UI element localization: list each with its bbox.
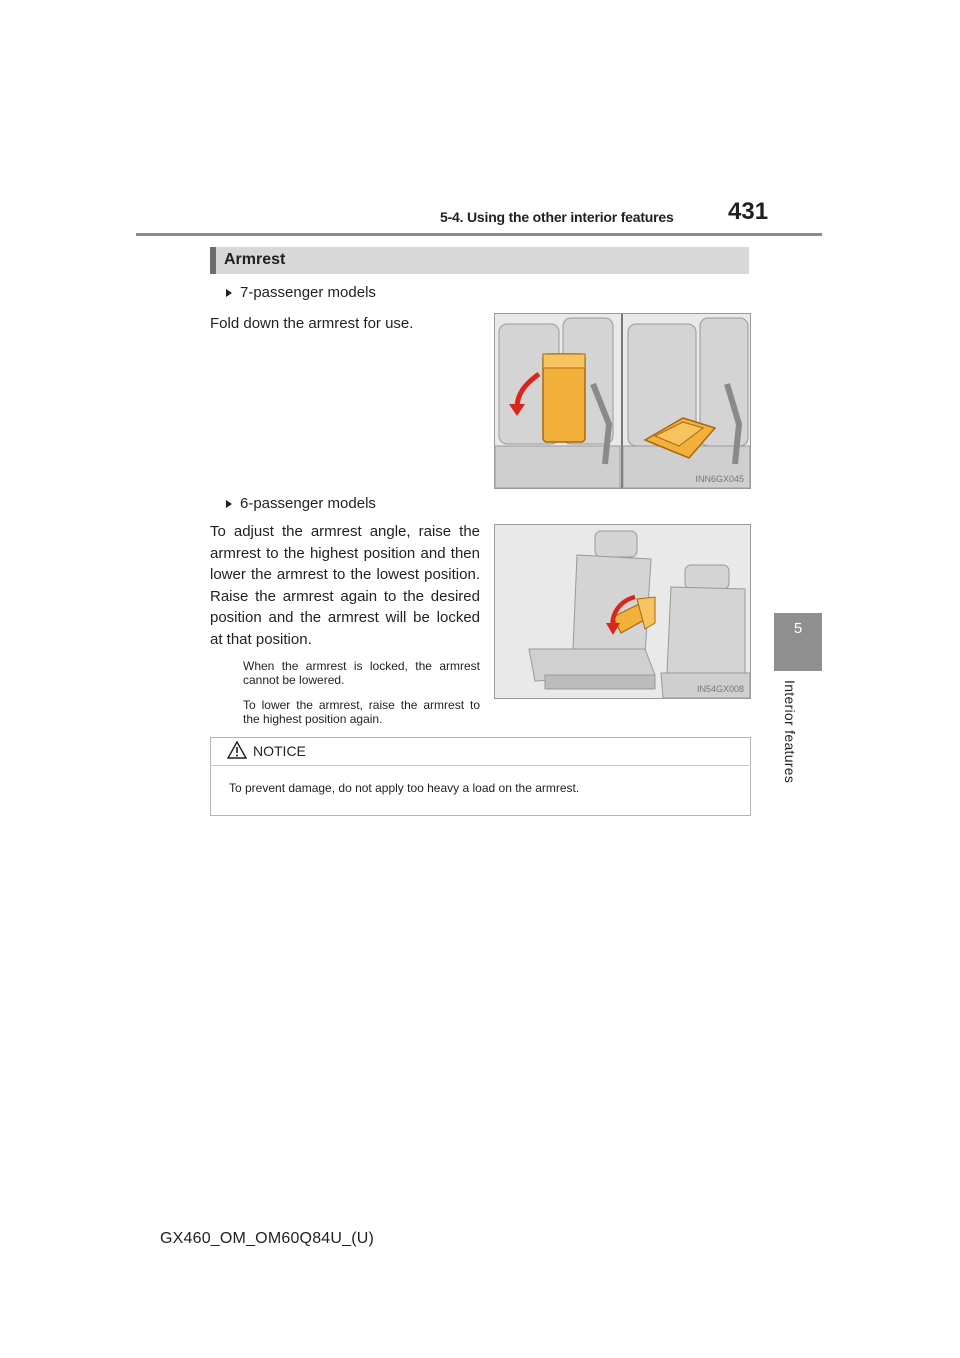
right-panel-seat [623, 318, 750, 488]
running-header-section: 5-4. Using the other interior features [440, 209, 674, 225]
header-rule [136, 233, 822, 236]
chapter-title [782, 680, 806, 790]
section-heading-bar [210, 247, 749, 274]
figure-six-passenger [494, 524, 751, 699]
note-locked: When the armrest is locked, the armrest cannot be lowered. [243, 659, 480, 687]
footer-document-code: GX460_OM_OM60Q84U_(U) [160, 1230, 375, 1247]
figure-seven-passenger [494, 313, 751, 489]
bullet-triangle-icon [226, 289, 232, 297]
notice-title: NOTICE [253, 743, 306, 759]
captain-seat-illustration [495, 525, 750, 698]
warning-triangle-icon [227, 741, 247, 764]
note-lower: To lower the armrest, raise the armrest to the highest position again. [243, 698, 480, 726]
section-title: Armrest [224, 251, 286, 268]
bullet-seven-passenger [226, 284, 376, 301]
page-number: 431 [728, 198, 769, 225]
bullet-six-passenger [226, 495, 376, 512]
chapter-title-text: Interior features [782, 680, 798, 784]
instruction-six-passenger: To adjust the armrest angle, raise the armrest to the highest position and then lower the armrest to the lowest position. Raise the armrest again to the desired position and the armrest will be locked at that position. [210, 523, 480, 648]
instruction-seven-passenger: Fold down the armrest for use. [210, 315, 414, 332]
seats-armrest-illustration [495, 314, 750, 488]
notice-text: To prevent damage, do not apply too heavy a load on the armrest. [229, 781, 580, 795]
figure-code: IN54GX008 [696, 684, 744, 694]
left-panel-seat [495, 318, 620, 488]
bullet-six-passenger-label: 6-passenger models [240, 495, 376, 512]
section-heading-accent [210, 247, 216, 274]
figure-code: INN6GX045 [695, 474, 744, 484]
bullet-triangle-icon [226, 500, 232, 508]
chapter-number: 5 [793, 620, 803, 637]
bullet-seven-passenger-label: 7-passenger models [240, 284, 376, 301]
